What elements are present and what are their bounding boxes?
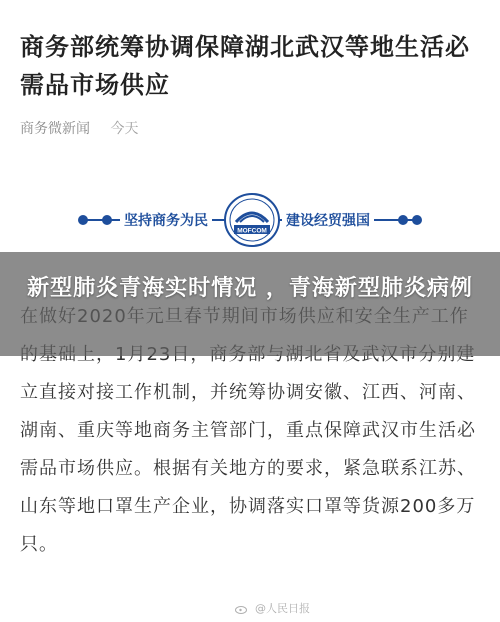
weibo-icon (235, 604, 249, 614)
article-title: 商务部统筹协调保障湖北武汉等地生活必需品市场供应 (20, 33, 470, 99)
banner-slogan-right: 建设经贸强国 (282, 210, 374, 230)
banner-slogan-left: 坚持商务为民 (120, 210, 212, 230)
source-name[interactable]: 商务微新闻 (20, 121, 90, 137)
bullet-dot-icon (398, 215, 408, 225)
overlay-headline[interactable]: 新型肺炎青海实时情况 ，青海新型肺炎病例 (27, 276, 473, 301)
article-body: 立直接对接工作机制，并统筹协调安徽、江西、河南、湖南、重庆等地商务主管部门，重点保障武汉市生活必需品市场供应。根据有关地方的要求，紧急联系江苏、山东等地口罩生产企业，协调落实口罩等货源200多万只。 (20, 382, 476, 555)
mofcom-banner (72, 188, 428, 252)
watermark-text: @人民日报 (255, 602, 310, 615)
watermark (235, 600, 311, 616)
bullet-dot-icon (412, 215, 422, 225)
bullet-dot-icon (78, 215, 88, 225)
publish-time: 今天 (110, 121, 139, 137)
logo-text: MOFCOM (237, 227, 267, 235)
bullet-dot-icon (102, 215, 112, 225)
mofcom-logo-icon (224, 192, 280, 248)
article-meta (20, 118, 138, 138)
